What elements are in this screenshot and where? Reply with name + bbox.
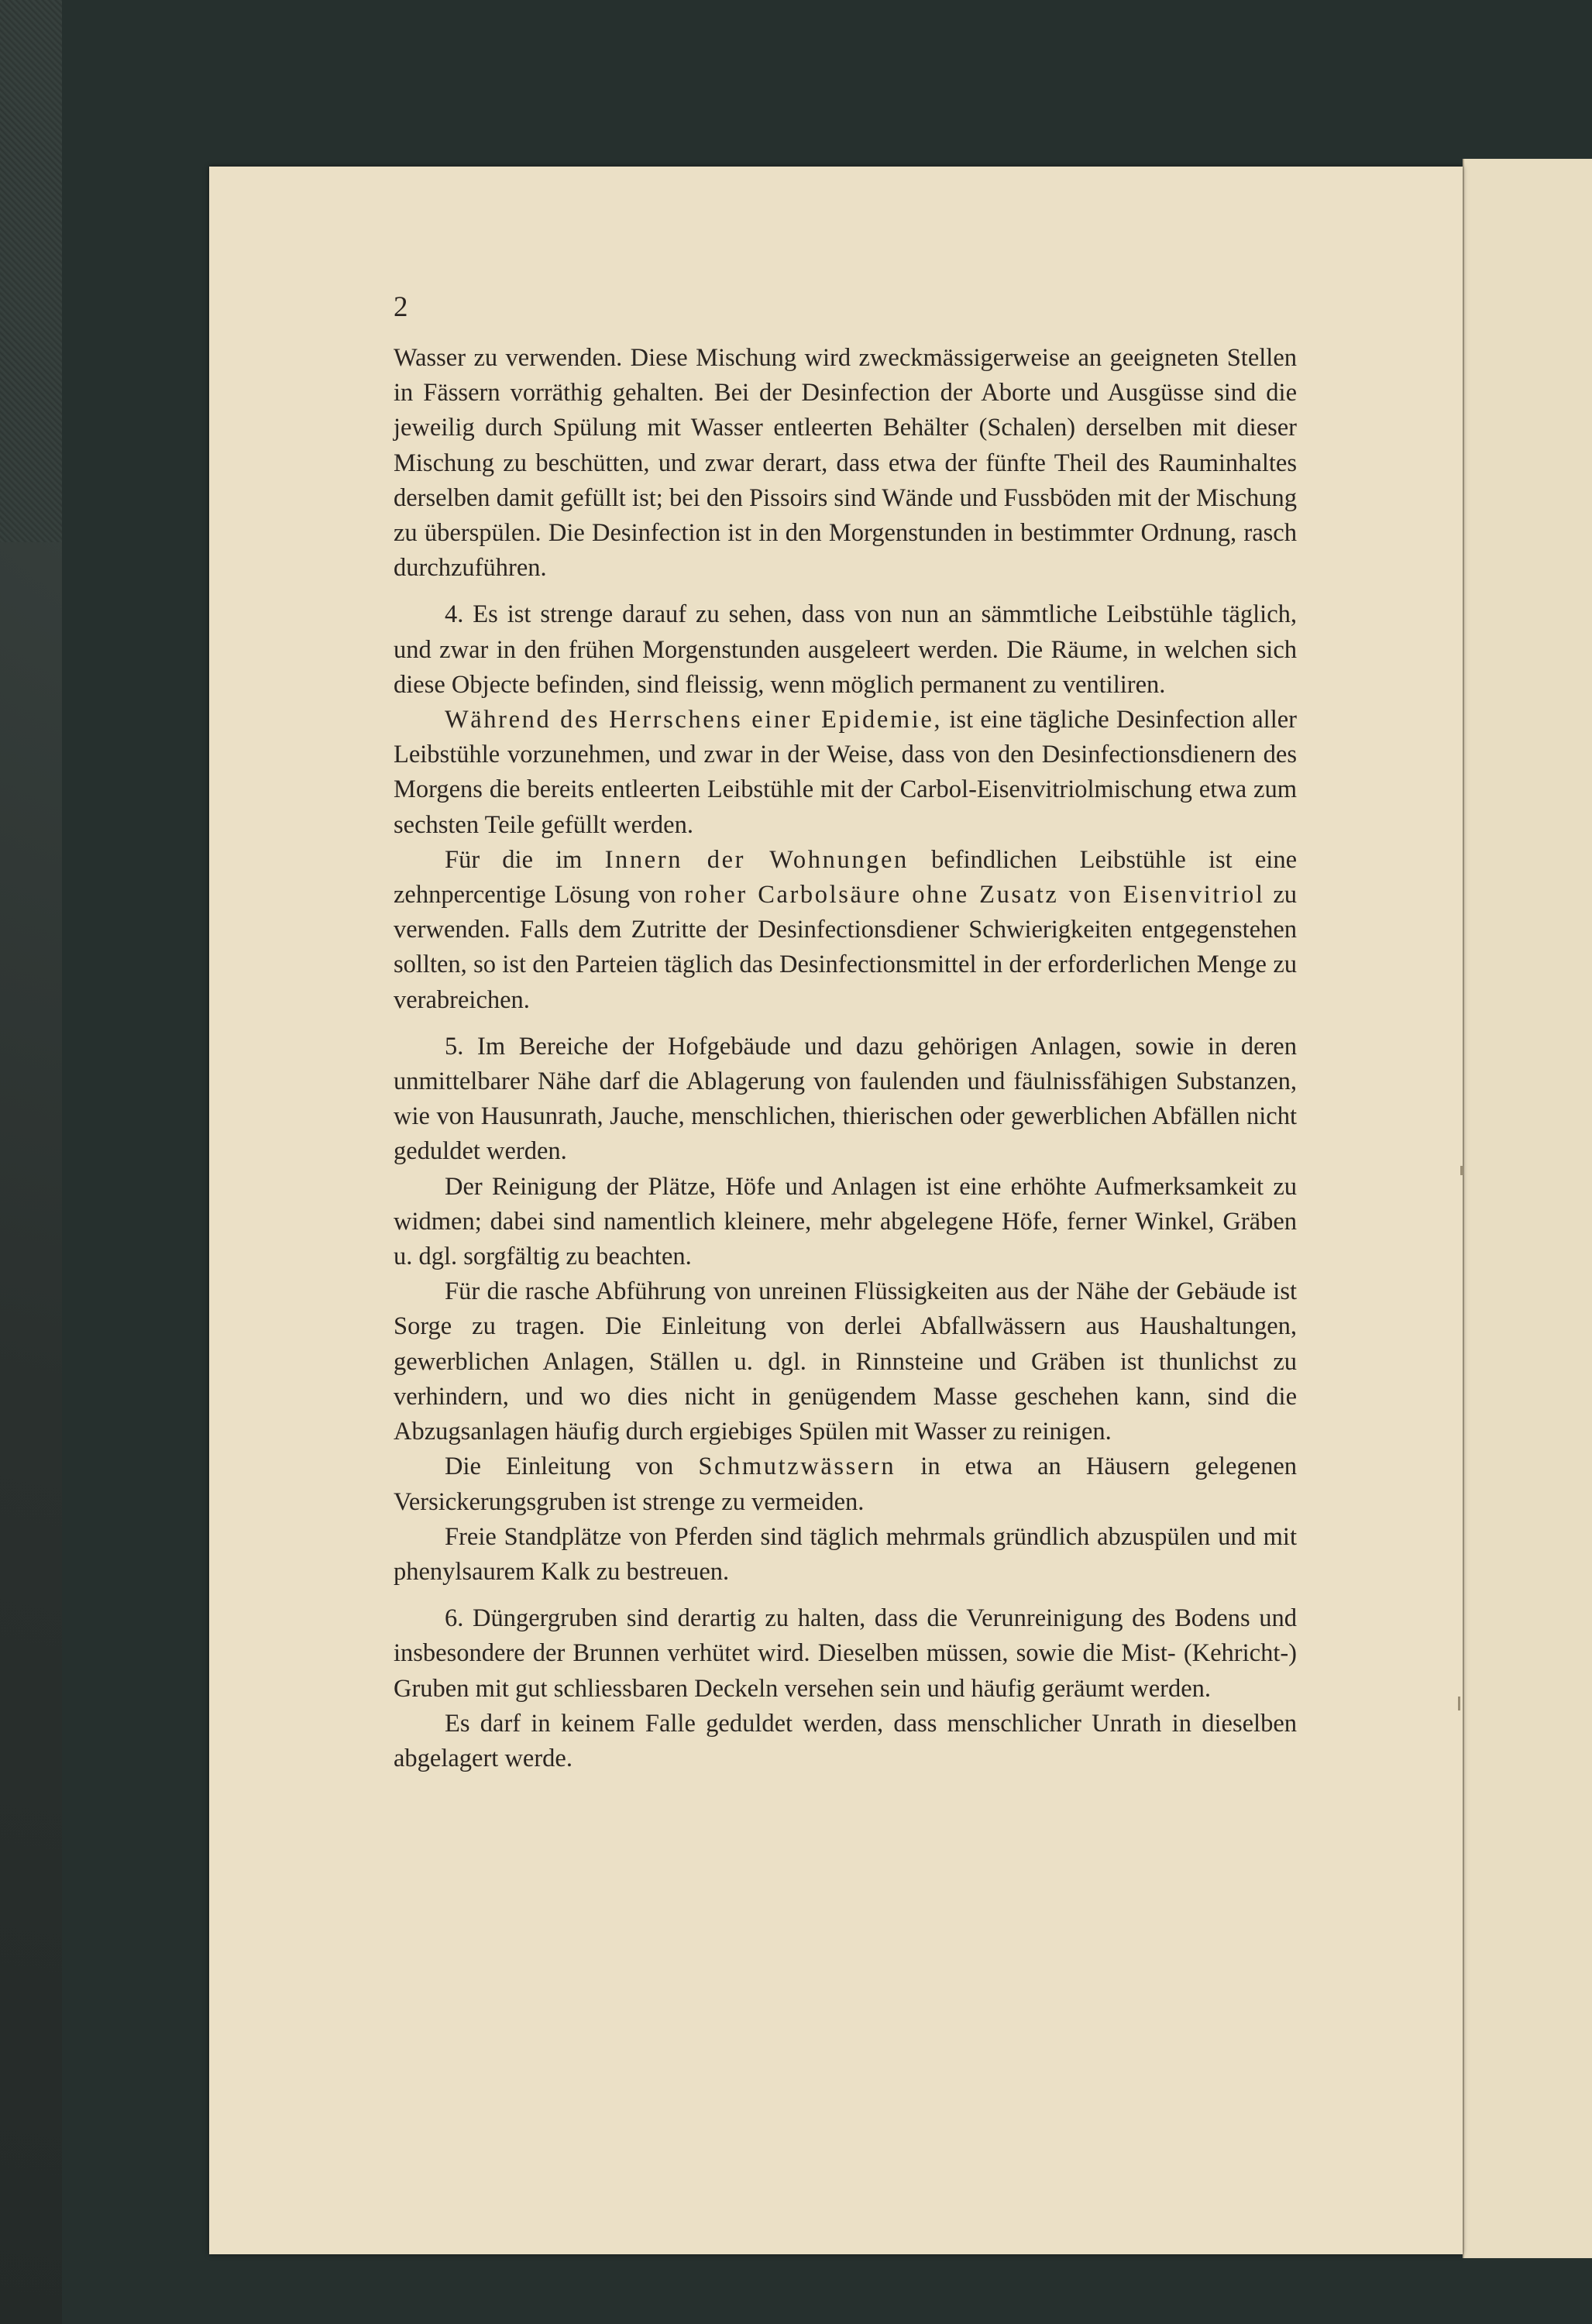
emphasis-text: Innern der Wohnungen	[604, 845, 909, 874]
paragraph-final: Es darf in keinem Falle geduldet werden, dass menschlicher Unrath in dieselben abgelagert werde.	[394, 1709, 1297, 1772]
paragraph-section-4: 4. Es ist strenge darauf zu sehen, dass von nun an sämmtliche Leibstühle täglich, und zwar in den frühen Morgenstunden ausgeleert werden. Die Räume, in welchen sich diese Objecte befinden, sind fleissig, wenn möglich permanent zu ventiliren.	[394, 600, 1297, 699]
emphasis-text: roher Carbolsäure ohne Zusatz von Eisenvitriol	[684, 881, 1265, 909]
page-body	[394, 341, 1297, 1776]
adjacent-page-edge	[1463, 159, 1592, 2258]
paragraph-drainage: Für die rasche Abführung von unreinen Flüssigkeiten aus der Nähe der Gebäude ist Sorge zu tragen. Die Einleitung von derlei Abfallwässern aus Haushaltungen, gewerblichen Anlagen, Ställen u. dgl. in Rinnsteine und Gräben ist thunlichst zu verhindern, und wo dies nicht in genügendem Masse geschehen kann, sind die Abzugsanlagen häufig durch ergiebiges Spülen mit Wasser zu reinigen.	[394, 1277, 1297, 1446]
document-page	[209, 167, 1463, 2254]
paragraph-text: befindlichen Leibstühle ist eine zehnpercentige Lösung von	[394, 845, 1297, 909]
paragraph-section-6: 6. Düngergruben sind derartig zu halten, dass die Verunreinigung des Bodens und insbesondere der Brunnen verhütet wird. Dieselben müssen, sowie die Mist- (Kehricht-) Gruben mit gut schliessbaren Deckeln versehen sein und häufig geräumt werden.	[394, 1604, 1297, 1703]
paragraph-text: zu verwenden. Falls dem Zutritte der Desinfectionsdiener Schwierigkeiten entgegenstehen sollten, so ist den Parteien täglich das Desinfectionsmittel in der erforderlichen Menge zu verabreichen.	[394, 881, 1297, 1014]
emphasis-text: Während des Herrschens einer Epidemie,	[445, 706, 943, 734]
paragraph-cleaning: Der Reinigung der Plätze, Höfe und Anlagen ist eine erhöhte Aufmerksamkeit zu widmen; dabei sind namentlich kleinere, mehr abgelegene Höfe, ferner Winkel, Gräben u. dgl. sorgfältig zu beachten.	[394, 1172, 1297, 1271]
paragraph-text: ist eine tägliche Desinfection aller Leibstühle vorzunehmen, und zwar in der Weise, dass von den Desinfectionsdienern des Morgens die bereits entleerten Leibstühle mit der Carbol-Eisenvitriolmischung etwa zum sechsten Teile gefüllt werden.	[394, 706, 1297, 839]
paragraph-text: Die Einleitung von	[445, 1452, 699, 1481]
paragraph-text: Für die im	[445, 845, 605, 874]
paragraph-epidemic	[394, 703, 1297, 843]
leather-binding	[0, 0, 62, 542]
paragraph-wastewater	[394, 1449, 1297, 1519]
paper-mark	[1460, 1166, 1463, 1175]
paragraph-horses: Freie Standplätze von Pferden sind täglich mehrmals gründlich abzuspülen und mit phenylsaurem Kalk zu bestreuen.	[394, 1522, 1297, 1586]
paragraph-section-5: 5. Im Bereiche der Hofgebäude und dazu gehörigen Anlagen, sowie in deren unmittelbarer Nähe darf die Ablagerung von faulenden und fäulnissfähigen Substanzen, wie von Hausunrath, Jauche, menschlichen, thierischen oder gewerblichen Abfällen nicht geduldet werden.	[394, 1032, 1297, 1166]
paper-mark	[1458, 1697, 1460, 1710]
page-number: 2	[394, 291, 408, 323]
paragraph-text: in etwa an Häusern gelegenen Versickerungsgruben ist strenge zu vermeiden.	[394, 1452, 1297, 1516]
paragraph-continuation: Wasser zu verwenden. Diese Mischung wird zweckmässigerweise an geeigneten Stellen in Fässern vorräthig gehalten. Bei der Desinfection der Aborte und Ausgüsse sind die jeweilig durch Spülung mit Wasser entleerten Behälter (Schalen) derselben mit dieser Mischung zu beschütten, und zwar derart, dass etwa der fünfte Theil des Rauminhaltes derselben damit gefüllt ist; bei den Pissoirs sind Wände und Fussböden mit der Mischung zu überspülen. Die Desinfection ist in den Morgenstunden in bestimmter Ordnung, rasch durchzuführen.	[394, 344, 1297, 583]
paragraph-interior	[394, 843, 1297, 1018]
emphasis-text: Schmutzwässern	[698, 1452, 896, 1481]
